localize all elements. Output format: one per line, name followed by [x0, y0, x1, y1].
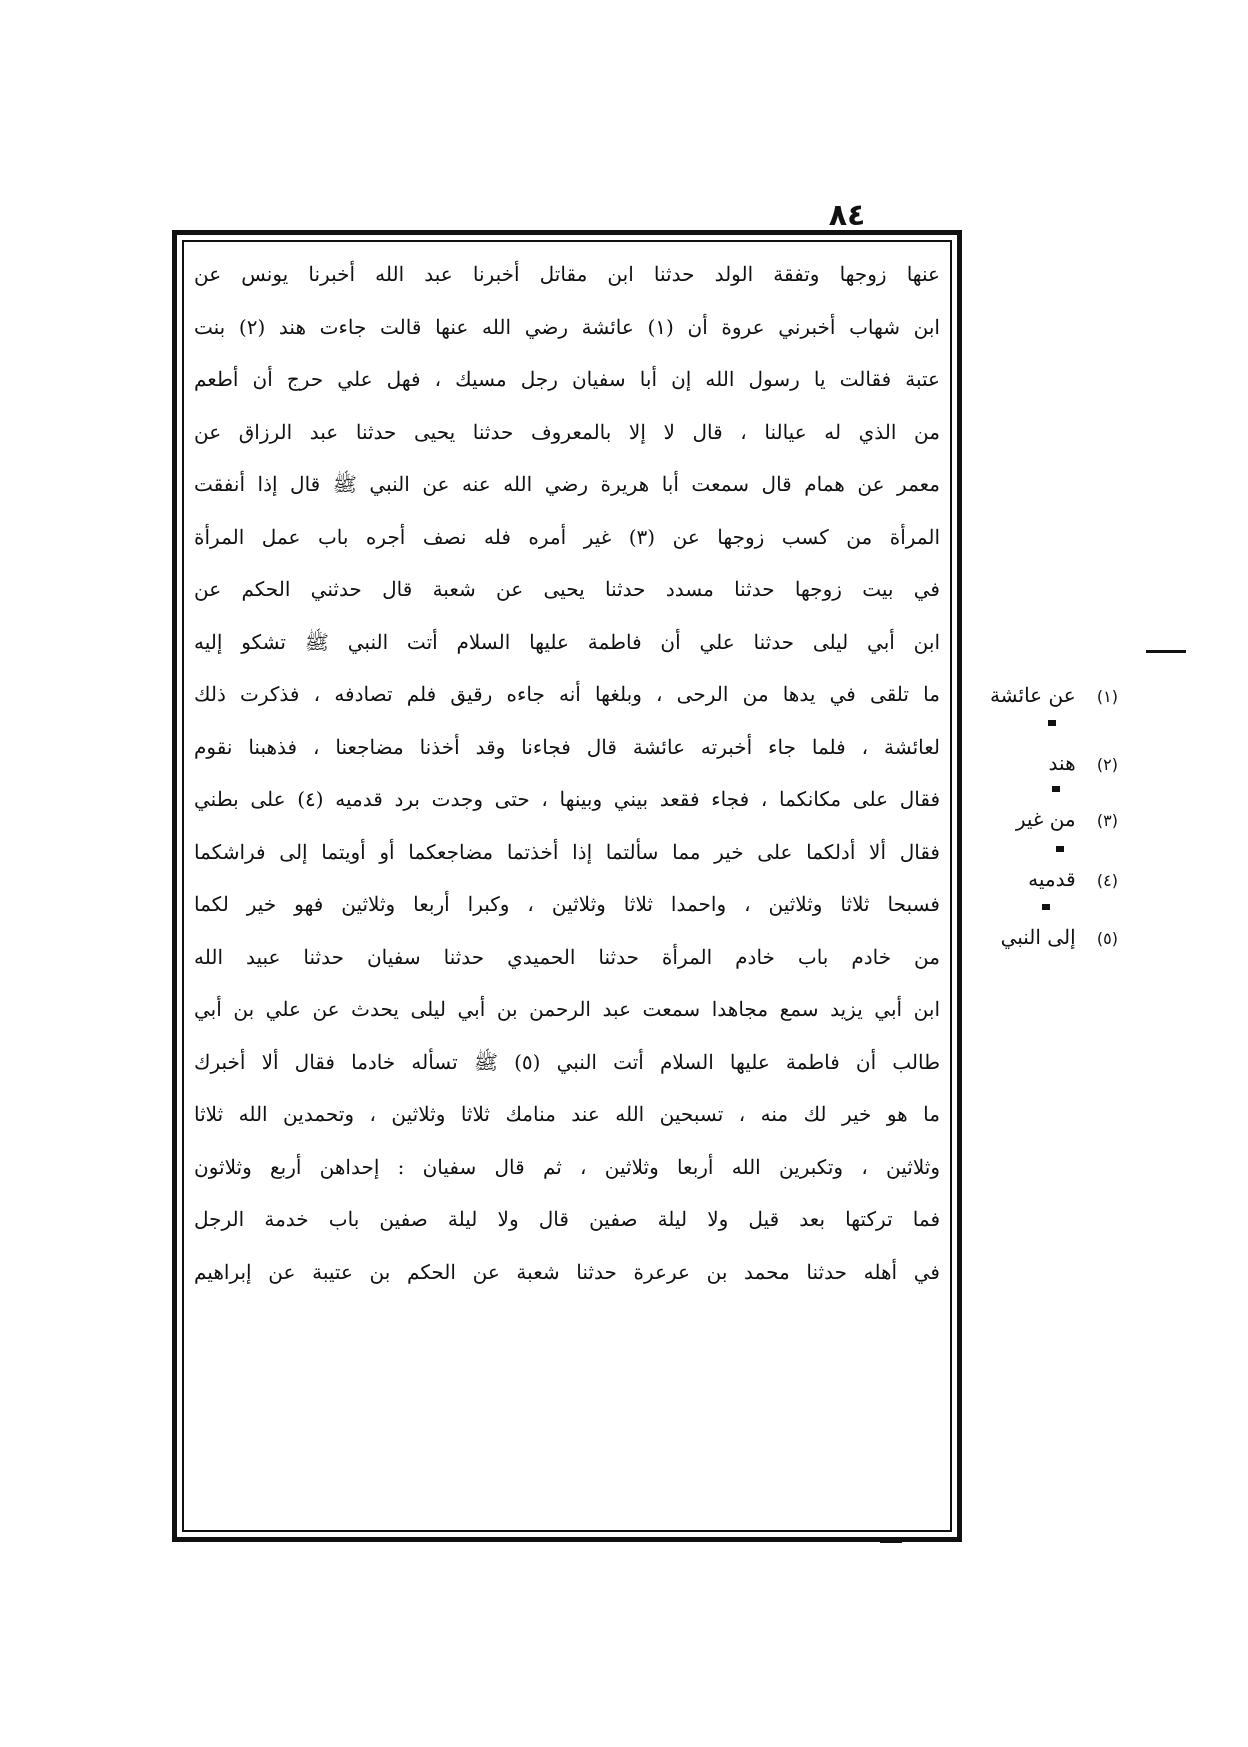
text-line: لعائشة ، فلما جاء أخبرته عائشة قال فجاءنا وقد أخذنا مضاجعنا ، فذهبنا نقوم — [194, 734, 940, 759]
text-line: ما هو خير لك منه ، تسبحين الله عند منامك ثلاثا وثلاثين ، وتحمدين الله ثلاثا — [194, 1102, 940, 1126]
footnote-text: عن عائشة — [989, 683, 1076, 707]
text-line: ما تلقى في يدها من الرحى ، وبلغها أنه جاءه رقيق فلم تصادفه ، فذكرت ذلك — [194, 682, 940, 706]
footnote-item — [968, 746, 1118, 780]
footnote-text: قدميه — [1028, 867, 1076, 891]
footnote-item — [968, 678, 1118, 712]
footnote-mark — [1052, 786, 1060, 792]
text-line: فقال ألا أدلكما على خير مما سألتما إذا أخذتما مضاجعكما أو أويتما إلى فراشكما — [194, 839, 940, 864]
text-line: من الذي له عيالنا ، قال لا إلا بالمعروف حدثنا يحيى حدثنا عبد الرزاق عن — [194, 419, 940, 444]
footnote-number: (١) — [1096, 687, 1118, 706]
footnote-item — [968, 802, 1118, 836]
page-number: ٨٤ — [828, 198, 866, 233]
text-line: ابن شهاب أخبرني عروة أن (١) عائشة رضي الله عنها قالت جاءت هند (٢) بنت — [194, 314, 940, 339]
text-line: معمر عن همام قال سمعت أبا هريرة رضي الله عنه عن النبي ﷺ قال إذا أنفقت — [194, 472, 940, 496]
text-line: طالب أن فاطمة عليها السلام أتت النبي (٥) ﷺ تسأله خادما فقال ألا أخبرك — [194, 1049, 940, 1074]
footnote-item — [968, 920, 1118, 954]
footnote-number: (٥) — [1096, 929, 1118, 948]
text-line: فقال على مكانكما ، فجاء فقعد بيني وبينها ، حتى وجدت برد قدميه (٤) على بطني — [194, 787, 940, 811]
margin-footnotes — [968, 660, 1118, 1040]
footnote-mark — [1042, 904, 1050, 910]
footnote-number: (٣) — [1096, 811, 1118, 830]
footnote-mark — [1056, 846, 1064, 852]
frame-corner-mark — [880, 1540, 902, 1543]
text-line: فما تركتها بعد قيل ولا ليلة صفين قال ولا ليلة صفين باب خدمة الرجل — [194, 1207, 940, 1231]
main-text-block — [194, 248, 940, 1520]
text-line: ابن أبي ليلى حدثنا علي أن فاطمة عليها السلام أتت النبي ﷺ تشكو إليه — [194, 629, 940, 654]
footnote-mark — [1048, 720, 1056, 726]
footnote-text: من غير — [1015, 807, 1076, 831]
footnote-separator — [1146, 650, 1186, 653]
text-line: ابن أبي يزيد سمع مجاهدا سمعت عبد الرحمن بن أبي ليلى يحدث عن علي بن أبي — [194, 997, 940, 1021]
text-line: عتبة فقالت يا رسول الله إن أبا سفيان رجل مسيك ، فهل علي حرج أن أطعم — [194, 367, 940, 391]
text-line: في بيت زوجها حدثنا مسدد حدثنا يحيى عن شعبة قال حدثني الحكم عن — [194, 577, 940, 601]
footnote-number: (٢) — [1096, 755, 1118, 774]
text-line: في أهله حدثنا محمد بن عرعرة حدثنا شعبة عن الحكم بن عتيبة عن إبراهيم — [194, 1259, 940, 1284]
footnote-number: (٤) — [1096, 871, 1118, 890]
text-line: عنها زوجها وتفقة الولد حدثنا ابن مقاتل أخبرنا عبد الله أخبرنا يونس عن — [194, 262, 940, 286]
text-line: من خادم باب خادم المرأة حدثنا الحميدي حدثنا سفيان حدثنا عبيد الله — [194, 944, 940, 969]
text-line: فسبحا ثلاثا وثلاثين ، واحمدا ثلاثا وثلاثين ، وكبرا أربعا وثلاثين فهو خير لكما — [194, 892, 940, 916]
footnote-text: إلى النبي — [1000, 925, 1076, 949]
text-line: المرأة من كسب زوجها عن (٣) غير أمره فله نصف أجره باب عمل المرأة — [194, 524, 940, 549]
text-line: وثلاثين ، وتكبرين الله أربعا وثلاثين ، ثم قال سفيان : إحداهن أربع وثلاثون — [194, 1154, 940, 1179]
footnote-item — [968, 862, 1118, 896]
footnote-text: هند — [1048, 751, 1076, 775]
